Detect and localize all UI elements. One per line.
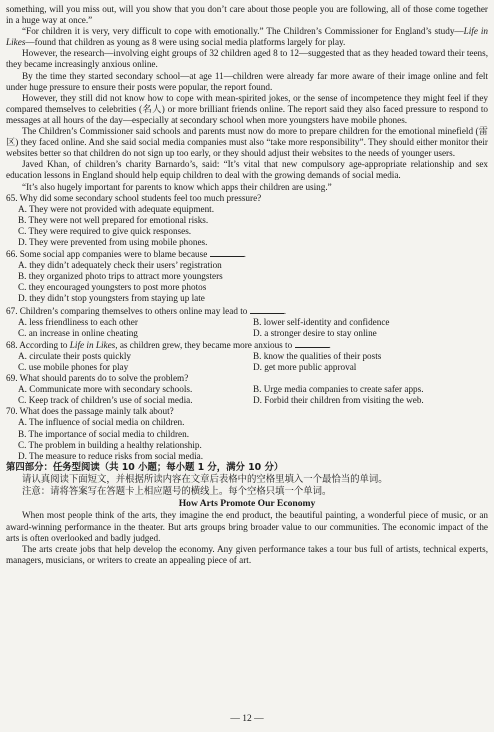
reading-passage [6, 4, 488, 193]
option-c: C. an increase in online cheating [18, 327, 138, 338]
question-stem: 69. What should parents do to solve the problem? [6, 373, 189, 384]
question-68 [6, 339, 488, 373]
section-note: 注意：请将答案写在答题卡上相应题号的横线上。每个空格只填一个单词。 [22, 486, 332, 498]
option-d: D. a stronger desire to stay online [253, 327, 377, 338]
option-a: A. they didn’t adequately check their users’ registration [18, 260, 222, 271]
option-c: C. they encouraged youngsters to post more photos [18, 282, 207, 293]
passage-paragraph: “For children it is very, very difficult to cope with emotionally.” The Children’s Commissioner for England’s study—Life in Likes—found that children as young as 8 were using social media platforms largely for play. [6, 26, 488, 48]
passage-paragraph: However, the research—involving eight groups of 32 children aged 8 to 12—suggested that as they headed toward their teens, they became increasingly anxious online. [6, 48, 488, 70]
option-b: B. They were not well prepared for emotional risks. [18, 214, 209, 225]
option-a: A. They were not provided with adequate equipment. [18, 203, 215, 214]
question-69 [6, 373, 488, 406]
article-paragraph: The arts create jobs that help develop the economy. Any given performance takes a tour bus full of artists, technical experts, managers, musicians, or writers to create an appealing piece of art. [6, 543, 488, 565]
section-heading: 第四部分：任务型阅读（共 10 小题；每小题 1 分，满分 10 分） [6, 461, 284, 473]
option-d: D. They were prevented from using mobile phones. [18, 236, 208, 247]
option-b: B. they organized photo trips to attract more youngsters [18, 271, 223, 282]
section-4 [6, 462, 488, 566]
question-70 [6, 406, 488, 461]
option-a: A. The influence of social media on children. [18, 417, 185, 428]
question-stem: 66. Some social app companies were to blame because . [6, 249, 246, 260]
question-65 [6, 193, 488, 248]
question-stem: 65. Why did some secondary school students feel too much pressure? [6, 192, 262, 203]
option-a: A. circulate their posts quickly [18, 350, 132, 361]
answer-blank [250, 305, 284, 314]
option-c: C. The problem in building a healthy relationship. [18, 439, 202, 450]
question-67 [6, 305, 488, 339]
option-c: C. use mobile phones for play [18, 362, 129, 372]
option-b: B. Urge media companies to create safer apps. [253, 384, 424, 395]
option-a: A. Communicate more with secondary schools. [18, 384, 193, 395]
passage-paragraph: However, they still did not know how to cope with mean-spirited jokes, or the sense of incompetence they might feel if they compared themselves to celebrities (名人) or more brilliant friends online. The report said they also faced pressure to respond to messages at all hours of the day—especially at secondary school when more youngsters have mobile phones. [6, 92, 488, 125]
answer-blank [210, 248, 244, 257]
article-paragraph: When most people think of the arts, they imagine the end product, the beautiful painting, a wonderful piece of music, or an award-winning performance in the theater. But arts groups bring broader value to our communities. The economic impact of the arts is often overlooked and badly judged. [6, 510, 488, 543]
question-stem: 68. According to Life in Likes, as children grew, they became more anxious to . [6, 339, 331, 350]
question-66 [6, 248, 488, 304]
section-instruction: 请认真阅读下面短文，并根据所读内容在文章后表格中的空格里填入一个最恰当的单词。 [22, 474, 388, 486]
passage-paragraph: By the time they started secondary school—at age 11—children were already far more aware of their image online and felt under huge pressure to ensure their posts were popular, the report found. [6, 70, 488, 92]
option-c: C. They were required to give quick responses. [18, 225, 192, 236]
option-d: D. they didn’t stop youngsters from staying up late [18, 293, 205, 304]
article-title: How Arts Promote Our Economy [178, 498, 316, 510]
answer-blank [295, 339, 329, 348]
option-b: B. lower self-identity and confidence [253, 316, 390, 327]
question-stem: 70. What does the passage mainly talk about? [6, 406, 174, 417]
passage-paragraph: Javed Khan, of children’s charity Barnardo’s, said: “It’s vital that new compulsory age-appropriate relationship and sex education lessons in England should help equip children to deal with the growing demands of social media. [6, 159, 488, 181]
passage-paragraph: something, will you miss out, will you show that you don’t care about those people you are following, all of those come together in a huge way at once.” [6, 4, 488, 26]
option-b: B. The importance of social media to children. [18, 428, 190, 439]
option-c: C. Keep track of children’s use of social media. [18, 395, 193, 406]
option-b: B. know the qualities of their posts [253, 350, 382, 361]
option-d: D. get more public approval [253, 362, 357, 372]
option-d: D. The measure to reduce risks from social media. [18, 450, 204, 461]
passage-paragraph: The Children’s Commissioner said schools and parents must now do more to prepare children for the emotional minefield (雷区) they faced online. And she said social media companies must also “take more responsibility”. They should either monitor their websites better so that children do not sign up too early, or they should adjust their websites to the needs of younger users. [6, 126, 488, 159]
question-stem: 67. Children’s comparing themselves to others online may lead to . [6, 305, 286, 316]
page-number: — 12 — [230, 714, 264, 724]
option-d: D. Forbid their children from visiting the web. [253, 395, 424, 406]
passage-paragraph: “It’s also hugely important for parents to know which apps their children are using.” [22, 181, 332, 192]
option-a: A. less friendliness to each other [18, 316, 138, 327]
